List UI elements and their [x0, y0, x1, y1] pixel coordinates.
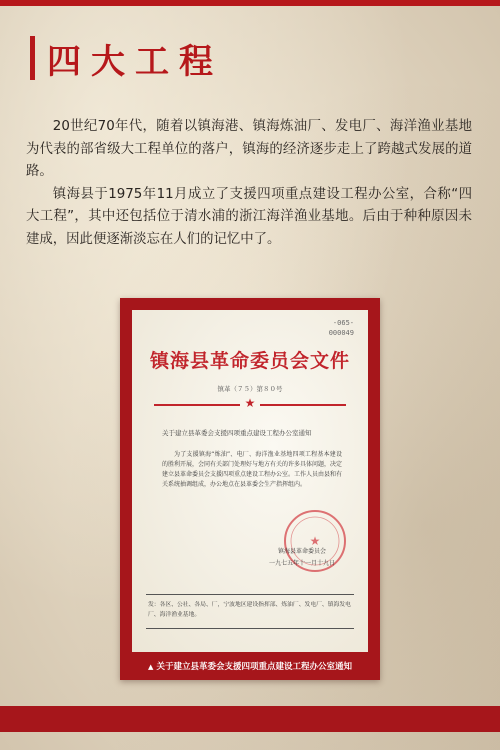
- top-decor-stripe: [0, 0, 500, 6]
- document-serial-number: 000049: [328, 329, 354, 337]
- document-page-number: -065-: [332, 319, 354, 327]
- document-body: [162, 450, 342, 490]
- page-heading: [30, 34, 223, 82]
- signature-date: 一九七五年十一月十九日: [268, 560, 335, 567]
- document-frame: [120, 298, 380, 680]
- document-numbers: [329, 318, 354, 338]
- intro-text: [26, 116, 472, 251]
- document-header: 镇海县革命委员会文件: [149, 350, 350, 372]
- document-rule-left: [154, 404, 240, 406]
- document-reference: 镇革（７５）第８０号: [217, 385, 283, 393]
- bottom-decor-stripe: [0, 706, 500, 732]
- cc-divider-bottom: [146, 628, 354, 629]
- heading-accent-bar: [30, 36, 35, 80]
- star-icon: ★: [244, 396, 256, 410]
- signature-organization: 镇海县革命委员会: [277, 548, 326, 555]
- document-body-text: 为了支援镇海“炼油”、电厂、海洋渔业基地四项工程基本建设的胜利开展，会同有关部门处理好与地方有关的许多具体问题，决定建立县革命委员会支援四项重点建设工程办公室。工作人员由县和有关系统抽调组成，办公地点在县革委会生产指挥组内。: [162, 451, 343, 488]
- svg-text:★: ★: [309, 534, 321, 548]
- cc-divider-top: [146, 594, 354, 595]
- document-image: [132, 310, 368, 652]
- document-signature: [252, 546, 352, 570]
- document-rule-right: [260, 404, 346, 406]
- intro-paragraph-2: 镇海县于1975年11月成立了支援四项重点建设工程办公室，合称“四大工程”，其中还包括位于清水浦的浙江海洋渔业基地。后由于种种原因未建成，因此便逐渐淡忘在人们的记忆中了。: [26, 186, 472, 247]
- intro-paragraph-1: 20世纪70年代，随着以镇海港、镇海炼油厂、发电厂、海洋渔业基地为代表的部省级大工程单位的落户，镇海的经济逐步走上了跨越式发展的道路。: [26, 119, 472, 179]
- document-caption-text: 关于建立县革委会支援四项重点建设工程办公室通知: [156, 662, 352, 672]
- page-title: 四大工程: [47, 41, 223, 82]
- document-caption: [120, 660, 380, 672]
- document-cc: 发：各区、公社、各局、厂，宁波地区建设指挥部、炼油厂、发电厂、镇海发电厂、海洋渔业基地。: [148, 602, 351, 618]
- document-subject: 关于建立县革委会支援四项重点建设工程办公室通知: [162, 429, 312, 437]
- triangle-up-icon: ▲: [148, 663, 154, 671]
